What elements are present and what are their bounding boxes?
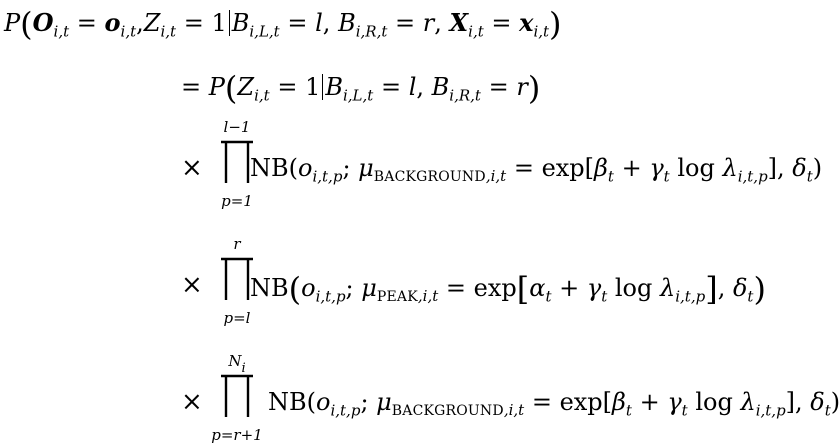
times-sign-3: × [181, 387, 203, 417]
equation-line-1: $P(O_{i,t} = o_{i,t},Z_{i,t} = 1$ $B_{i,L,t} = l$, $B_{i,R,t} = r$, $X_{i,t} = x_{i,t}$) [4, 5, 562, 43]
product-lower-limit: p=r+1 [211, 426, 263, 444]
equation-line-2: = $P(Z_{i,t} = 1$ $B_{i,L,t} = l$, $B_{i,R,t} = r$) [181, 69, 541, 107]
product-symbol [219, 374, 255, 418]
symbol-X-bold: X [449, 8, 469, 38]
symbol-O-bold: O [32, 8, 54, 38]
symbol-P: P [4, 9, 21, 38]
term-3-body: $NB(o_{i,t,p}$; $\mu_{BACKGROUND,i,t} = \exp[\beta_t + \gamma_t$ $\log \lambda_{i,t,p}$], $\delta_t$) [268, 388, 840, 420]
conditional-bar [229, 10, 230, 36]
product-upper-limit: Ni [228, 352, 246, 376]
times-sign-1: × [181, 153, 203, 183]
times-sign-2: × [181, 270, 203, 300]
symbol-x-bold: x [519, 8, 534, 38]
term-2-body: $NB(o_{i,t,p}$; $\mu_{PEAK,i,t} = \exp[\alpha_t + \gamma_t$ $\log \lambda_{i,t,p}$], $\delta_t$) [250, 270, 766, 308]
symbol-o-bold: o [104, 8, 121, 38]
product-lower-limit: p=l [223, 309, 251, 327]
conditional-bar [322, 74, 323, 100]
product-lower-limit: p=1 [221, 192, 253, 210]
product-upper-limit: r [233, 235, 241, 253]
term-1-body: $NB(o_{i,t,p}$; $\mu_{BACKGROUND,i,t} = \exp[\beta_t + \gamma_t$ $\log \lambda_{i,t,p}$], $\delta_t$) [250, 154, 823, 186]
product-upper-limit: l−1 [223, 118, 251, 136]
product-operator-3 [207, 352, 267, 448]
symbol-Z: Z [143, 9, 161, 38]
